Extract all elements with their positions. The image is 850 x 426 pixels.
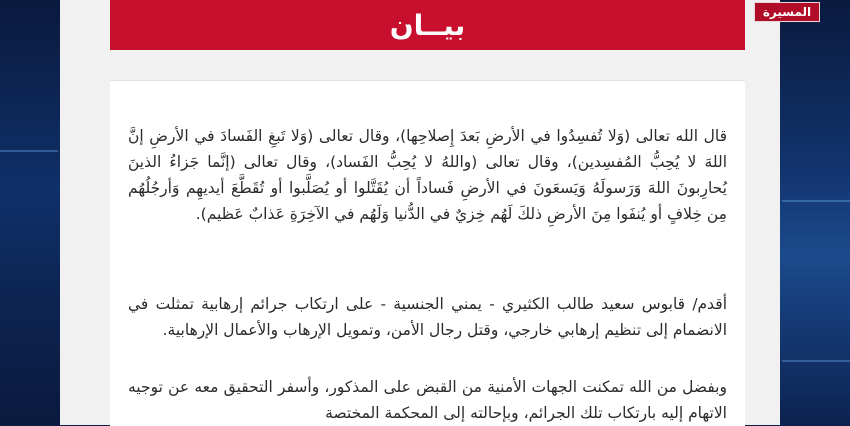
- background-left-panel: [0, 0, 60, 425]
- background-light-streak: [782, 200, 850, 202]
- statement-card: [110, 80, 745, 426]
- statement-banner: [110, 0, 745, 50]
- background-light-streak: [0, 150, 58, 152]
- statement-paragraph-2: وبفضل من الله تمكنت الجهات الأمنية من القبض على المذكور، وأسفر التحقيق معه عن توجيه الاتهام إليه بارتكاب تلك الجرائم، وبإحالته إلى المحكمة المختصة: [128, 378, 727, 422]
- channel-logo: المسيرة: [754, 2, 820, 22]
- statement-paragraph-1: أقدم/ قابوس سعيد طالب الكثيري - يمني الجنسية - على ارتكاب جرائم إرهابية تمثلت في الانضمام إلى تنظيم إرهابي خارجي، وقتل رجال الأمن، وتمويل الإرهاب والأعمال الإرهابية.: [128, 295, 727, 339]
- banner-title: بيــان: [389, 8, 466, 42]
- quran-verse-paragraph: قال الله تعالى (وَلا تُفسِدُوا في الأرضِ بَعدَ إِصلاحِها)، وقال تعالى (وَلا تَبغِ الفَسادَ في الأرضِ إنَّ اللهَ لا يُحِبُّ المُفسِدين)، وقال تعالى (واللهُ لا يُحِبُّ الفَساد)، وقال تعالى (إنَّما جَزاءُ الذينَ يُحارِبونَ اللهَ وَرَسولَهُ وَيَسعَونَ في الأرضِ فَساداً أن يُقَتَّلوا أو يُصَلَّبوا أو تُقَطَّعَ أيديهِم وَأرجُلُهُم مِن خِلافٍ أو يُنفَوا مِنَ الأرضِ ذلكَ لَهُم خِزيٌ في الدُّنيا وَلَهُم في الآخِرَةِ عَذابٌ عَظيم).: [128, 127, 727, 223]
- statement-frame: [60, 0, 780, 425]
- background-light-streak: [782, 360, 850, 362]
